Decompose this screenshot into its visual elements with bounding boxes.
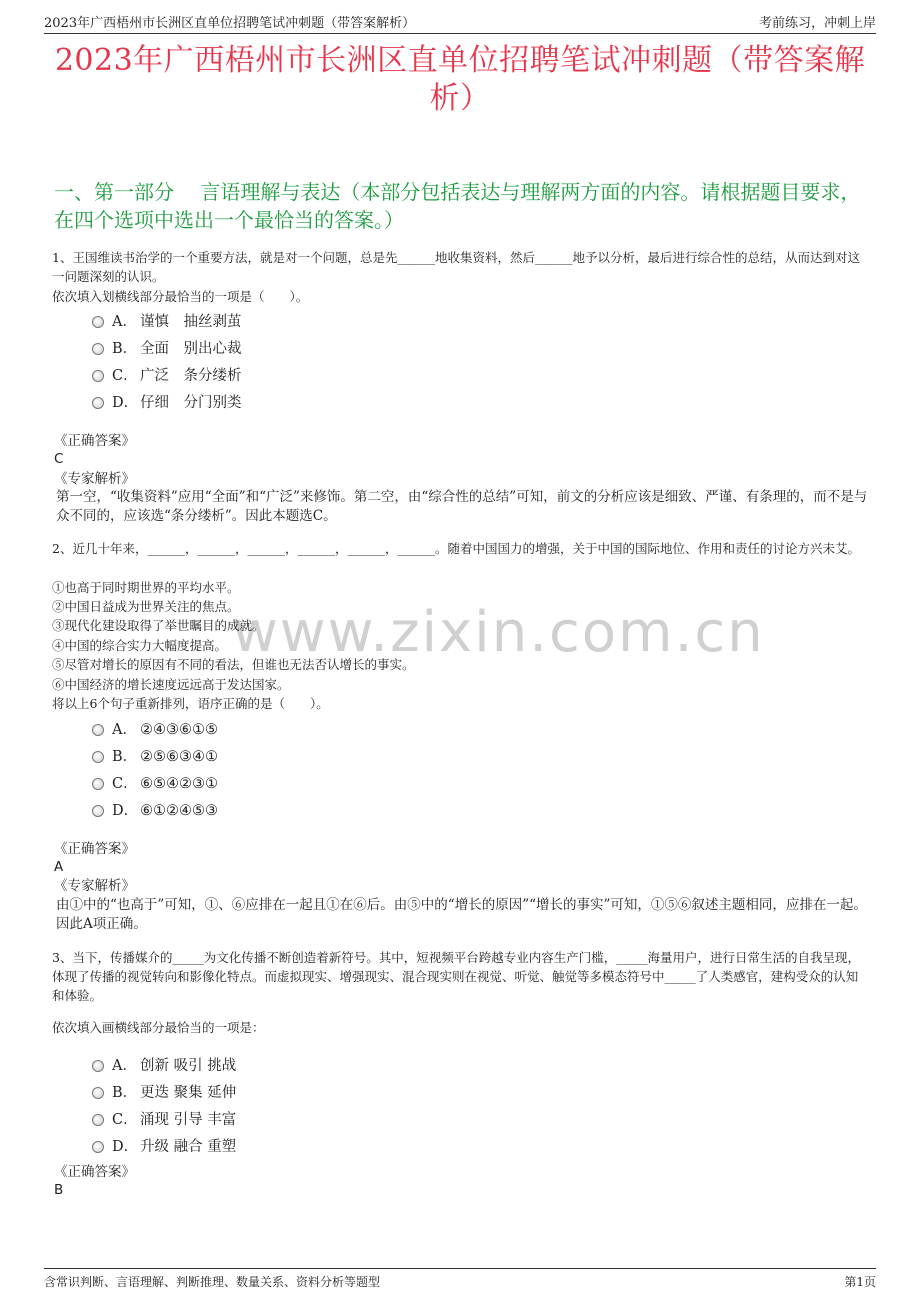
header-title: 2023年广西梧州市长洲区直单位招聘笔试冲刺题（带答案解析） (44, 16, 416, 31)
q3-answer: B (54, 1182, 64, 1198)
q2-item-4: ④中国的综合实力大幅度提高。 (52, 638, 228, 653)
page-footer (44, 1268, 876, 1290)
radio-icon[interactable] (92, 751, 104, 763)
question-3-prompt: 依次填入画横线部分最恰当的一项是： (52, 1020, 265, 1035)
radio-icon[interactable] (92, 1087, 104, 1099)
document-title: 2023年广西梧州市长洲区直单位招聘笔试冲刺题（带答案解析） (54, 43, 866, 116)
q1-option-c[interactable]: C． 广泛 条分缕析 (92, 364, 242, 385)
header-slogan: 考前练习，冲刺上岸 (758, 16, 876, 31)
q2-item-2: ②中国日益成为世界关注的焦点。 (52, 599, 240, 614)
question-2-stem: 2、近几十年来，______，______，______，______，______，______。随着中国国力的增强，关于中国的国际地位、作用和责任的讨论方兴未艾。 (52, 541, 860, 556)
q2-item-1: ①也高于同时期世界的平均水平。 (52, 580, 240, 595)
radio-icon[interactable] (92, 370, 104, 382)
question-3-stem: 3、当下，传播媒介的_____为文化传播不断创造着新符号。其中，短视频平台跨越专业内容生产门槛，_____海量用户，进行日常生活的自我呈现，体现了传播的视觉转向和影像化特点。而虚拟现实、增强现实、混合现实则在视觉、听觉、触觉等多模态符号中_____了人类感官，建构受众的认知和体验。 (52, 950, 860, 1003)
q2-analysis-title: 《专家解析》 (54, 878, 135, 894)
radio-icon[interactable] (92, 343, 104, 355)
q2-option-a[interactable]: A． ②④③⑥①⑤ (92, 718, 218, 739)
radio-icon[interactable] (92, 1141, 104, 1153)
q3-option-d[interactable]: D． 升级 融合 重塑 (92, 1135, 236, 1156)
question-1-stem: 1、王国维读书治学的一个重要方法，就是对一个问题，总是先______地收集资料，然后______地予以分析，最后进行综合性的总结，从而达到对这一问题深刻的认识。 (52, 250, 860, 284)
watermark: www.zixin.com.cn (232, 600, 765, 665)
section-heading: 一、第一部分 言语理解与表达（本部分包括表达与理解两方面的内容。请根据题目要求，在四个选项中选出一个最恰当的答案。） (54, 180, 861, 232)
q1-answer-title: 《正确答案》 (54, 433, 135, 449)
q1-analysis: 第一空，“收集资料”应用“全面”和“广泛”来修饰。第二空，由“综合性的总结”可知，前文的分析应该是细致、严谨、有条理的，而不是与众不同的，应该选“条分缕析”。因此本题选C。 (56, 489, 868, 524)
radio-icon[interactable] (92, 1114, 104, 1126)
question-2-prompt: 将以上6个句子重新排列，语序正确的是（ ）。 (52, 696, 329, 711)
q2-answer-title: 《正确答案》 (54, 841, 135, 857)
q3-option-c[interactable]: C． 涌现 引导 丰富 (92, 1108, 236, 1129)
radio-icon[interactable] (92, 316, 104, 328)
q2-answer: A (54, 859, 64, 875)
q1-option-a[interactable]: A． 谨慎 抽丝剥茧 (92, 310, 242, 331)
q3-option-b[interactable]: B． 更迭 聚集 延伸 (92, 1081, 236, 1102)
footer-description: 含常识判断、言语理解、判断推理、数量关系、资料分析等题型 (44, 1275, 381, 1289)
page-header (44, 12, 876, 34)
q2-option-d[interactable]: D． ⑥①②④⑤③ (92, 799, 218, 820)
q2-item-6: ⑥中国经济的增长速度远远高于发达国家。 (52, 677, 290, 692)
q1-answer: C (54, 451, 64, 467)
radio-icon[interactable] (92, 778, 104, 790)
q1-analysis-title: 《专家解析》 (54, 471, 135, 487)
radio-icon[interactable] (92, 724, 104, 736)
q1-option-b[interactable]: B． 全面 别出心裁 (92, 337, 242, 358)
page-number: 第1页 (844, 1275, 876, 1289)
q2-item-5: ⑤尽管对增长的原因有不同的看法，但谁也无法否认增长的事实。 (52, 657, 415, 672)
q3-answer-title: 《正确答案》 (54, 1164, 135, 1180)
q2-analysis: 由①中的“也高于”可知，①、⑥应排在一起且①在⑥后。由⑤中的“增长的原因”“增长的事实”可知，①⑤⑥叙述主题相同，应排在一起。因此A项正确。 (56, 897, 867, 932)
q2-option-b[interactable]: B． ②⑤⑥③④① (92, 745, 218, 766)
radio-icon[interactable] (92, 1060, 104, 1072)
q2-option-c[interactable]: C． ⑥⑤④②③① (92, 772, 218, 793)
radio-icon[interactable] (92, 397, 104, 409)
question-1-prompt: 依次填入划横线部分最恰当的一项是（ ）。 (52, 289, 309, 304)
q2-item-3: ③现代化建设取得了举世瞩目的成就。 (52, 618, 265, 633)
q3-option-a[interactable]: A． 创新 吸引 挑战 (92, 1054, 236, 1075)
q1-option-d[interactable]: D． 仔细 分门别类 (92, 391, 242, 412)
radio-icon[interactable] (92, 805, 104, 817)
